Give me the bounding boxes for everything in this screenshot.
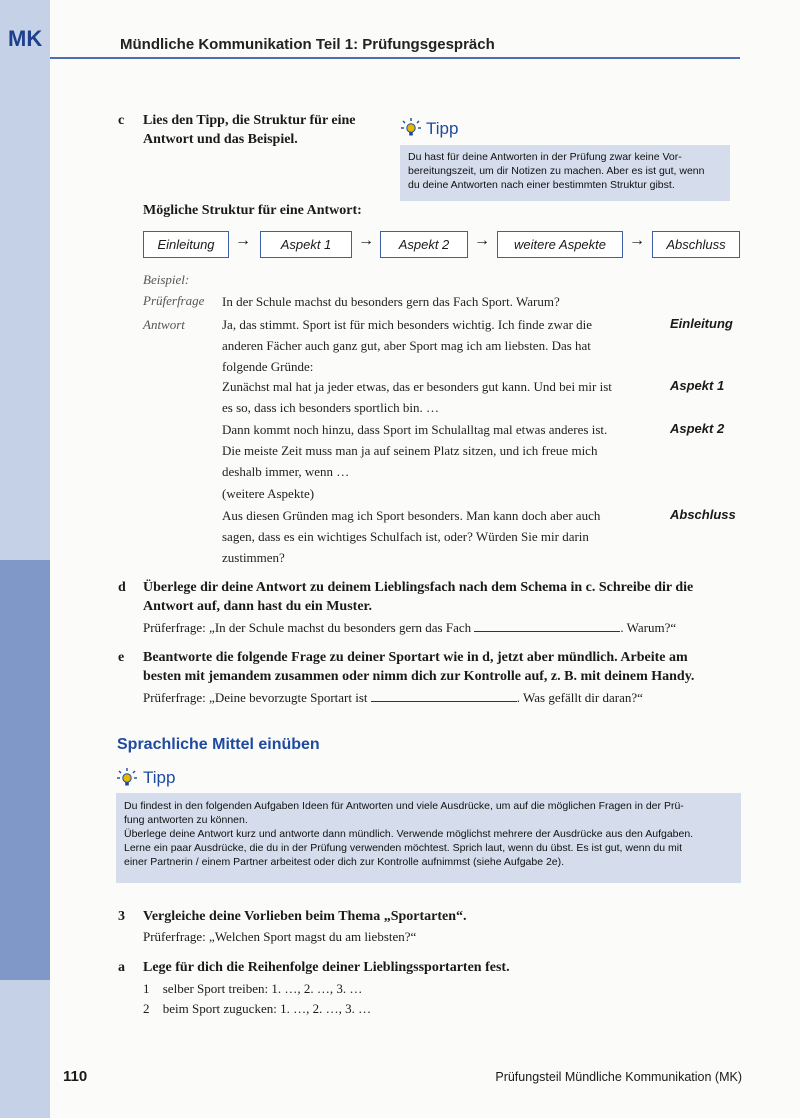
example-line: Aus diesen Gründen mag ich Sport besonders. Man kann doch aber auch [222, 508, 601, 523]
task-3-line1: Vergleiche deine Vorlieben beim Thema „Sportarten“. [143, 909, 467, 924]
question-prefix: Prüferfrage: „In der Schule machst du besonders gern das Fach [143, 620, 472, 635]
example-line: deshalb immer, wenn … [222, 464, 350, 479]
flow-step-weitere-aspekte: weitere Aspekte [497, 231, 623, 258]
list-item-text: beim Sport zugucken: 1. …, 2. …, 3. … [162, 1001, 372, 1016]
question-prefix: Prüferfrage: „Deine bevorzugte Sportart ist [143, 690, 368, 705]
tip2-line3: Überlege deine Antwort kurz und antworte dann mündlich. Verwende möglichst mehrere der Ausdrücke aus den Aufgaben. [124, 828, 694, 840]
task-d-line2: Antwort auf, dann hast du ein Muster. [143, 599, 372, 614]
list-item-number: 1 [143, 981, 150, 996]
sidebar-accent [0, 560, 50, 980]
tip2-line2: fung antworten zu können. [124, 814, 248, 826]
tip1-line2: bereitungszeit, um dir Notizen zu machen. Aber es ist gut, wenn [408, 165, 705, 177]
task-c-line2: Antwort und das Beispiel. [143, 132, 298, 147]
tip1-line1: Du hast für deine Antworten in der Prüfung zwar keine Vor- [408, 151, 682, 163]
example-question-text: In der Schule machst du besonders gern das Fach Sport. Warum? [222, 294, 560, 309]
lightbulb-icon [116, 767, 138, 789]
task-e-line1: Beantworte die folgende Frage zu deiner Sportart wie in d, jetzt aber mündlich. Arbeite am [143, 650, 688, 665]
task-e-letter: e [118, 650, 125, 665]
fill-in-blank[interactable] [371, 689, 517, 702]
example-line: anderen Fächer auch ganz gut, aber Sport mag ich am liebsten. Das hat [222, 338, 591, 353]
flow-step-abschluss: Abschluss [652, 231, 740, 258]
task-3-number: 3 [118, 909, 125, 924]
example-line: sagen, dass es ein wichtiges Schulfach ist, oder? Würden Sie mir darin [222, 529, 589, 544]
list-item [143, 979, 362, 998]
example-question-label: Prüferfrage [143, 293, 205, 308]
task-c-line1: Lies den Tipp, die Struktur für eine [143, 113, 356, 128]
flow-arrow-icon: → [235, 232, 251, 249]
example-label: Beispiel: [143, 272, 190, 287]
tip1-heading: Tipp [426, 119, 459, 138]
tip2-heading: Tipp [143, 768, 176, 787]
tip2-line1: Du findest in den folgenden Aufgaben Ideen für Antworten und viele Ausdrücke, um auf die möglichen Fragen in der Prü- [124, 800, 684, 812]
example-line: Ja, das stimmt. Sport ist für mich besonders wichtig. Ich finde zwar die [222, 317, 593, 332]
task-d-line1: Überlege dir deine Antwort zu deinem Lieblingsfach nach dem Schema in c. Schreibe dir die [143, 580, 694, 595]
list-item-text: selber Sport treiben: 1. …, 2. …, 3. … [162, 981, 363, 996]
tip2-box [116, 793, 741, 883]
lightbulb-icon [400, 117, 422, 139]
flow-step-einleitung: Einleitung [143, 231, 229, 258]
margin-label-abschluss: Abschluss [670, 507, 736, 522]
section-title: Sprachliche Mittel einüben [117, 736, 320, 753]
page-header-title: Mündliche Kommunikation Teil 1: Prüfungsgespräch [120, 36, 495, 53]
task-3a-letter: a [118, 960, 125, 975]
example-line: folgende Gründe: [222, 359, 314, 374]
tip2-line5: einer Partnerin / einem Partner arbeitest oder dich zur Kontrolle aufnimmst (siehe Aufgabe 2e). [124, 856, 565, 868]
header-rule [50, 57, 740, 59]
example-paragraph-4: (weitere Aspekte) [222, 486, 315, 501]
example-paragraph-3 [222, 419, 654, 482]
example-paragraph-5 [222, 505, 654, 568]
example-paragraph-2 [222, 376, 654, 418]
task-d-letter: d [118, 580, 126, 595]
question-suffix: . Was gefällt dir daran?“ [516, 690, 643, 705]
section-badge: MK [8, 26, 43, 51]
task-d-question [143, 618, 676, 637]
list-item [143, 999, 371, 1018]
sidebar-band [0, 0, 50, 1118]
task-c-letter: c [118, 113, 125, 128]
flow-arrow-icon: → [629, 232, 645, 249]
flow-step-aspekt-2: Aspekt 2 [380, 231, 468, 258]
example-line: Dann kommt noch hinzu, dass Sport im Schulalltag mal etwas anderes ist. [222, 422, 608, 437]
fill-in-blank[interactable] [474, 619, 620, 632]
tip1-box [400, 145, 730, 201]
margin-label-einleitung: Einleitung [670, 316, 733, 331]
list-item-number: 2 [143, 1001, 150, 1016]
example-line: es so, dass ich besonders sportlich bin. … [222, 400, 440, 415]
question-suffix: . Warum?“ [620, 620, 677, 635]
example-line: Die meiste Zeit muss man ja auf seinem Platz sitzen, und ich freue mich [222, 443, 598, 458]
page-number: 110 [63, 1068, 88, 1085]
flow-step-aspekt-1: Aspekt 1 [260, 231, 352, 258]
task-3a-line1: Lege für dich die Reihenfolge deiner Lieblingssportarten fest. [143, 960, 510, 975]
task-3-question: Prüferfrage: „Welchen Sport magst du am liebsten?“ [143, 929, 417, 944]
task-e-line2: besten mit jemandem zusammen oder nimm dich zur Kontrolle auf, z. B. mit deinem Handy. [143, 669, 695, 684]
example-paragraph-1 [222, 314, 654, 377]
tip1-line3: du deine Antworten nach einer bestimmten Struktur gibst. [408, 179, 675, 191]
task-e-question [143, 688, 643, 707]
example-line: Zunächst mal hat ja jeder etwas, das er besonders gut kann. Und bei mir ist [222, 379, 612, 394]
margin-label-aspekt-2: Aspekt 2 [670, 421, 725, 436]
margin-label-aspekt-1: Aspekt 1 [670, 378, 725, 393]
footer-text: Prüfungsteil Mündliche Kommunikation (MK) [495, 1070, 742, 1084]
tip2-line4: Lerne ein paar Ausdrücke, die du in der Prüfung verwenden möchtest. Sprich laut, wenn du übst. Es ist gut, wenn du mit [124, 842, 682, 854]
structure-heading: Mögliche Struktur für eine Antwort: [143, 203, 362, 218]
example-line: zustimmen? [222, 550, 285, 565]
flow-arrow-icon: → [358, 232, 374, 249]
example-answer-label: Antwort [143, 317, 185, 332]
flow-arrow-icon: → [474, 232, 490, 249]
